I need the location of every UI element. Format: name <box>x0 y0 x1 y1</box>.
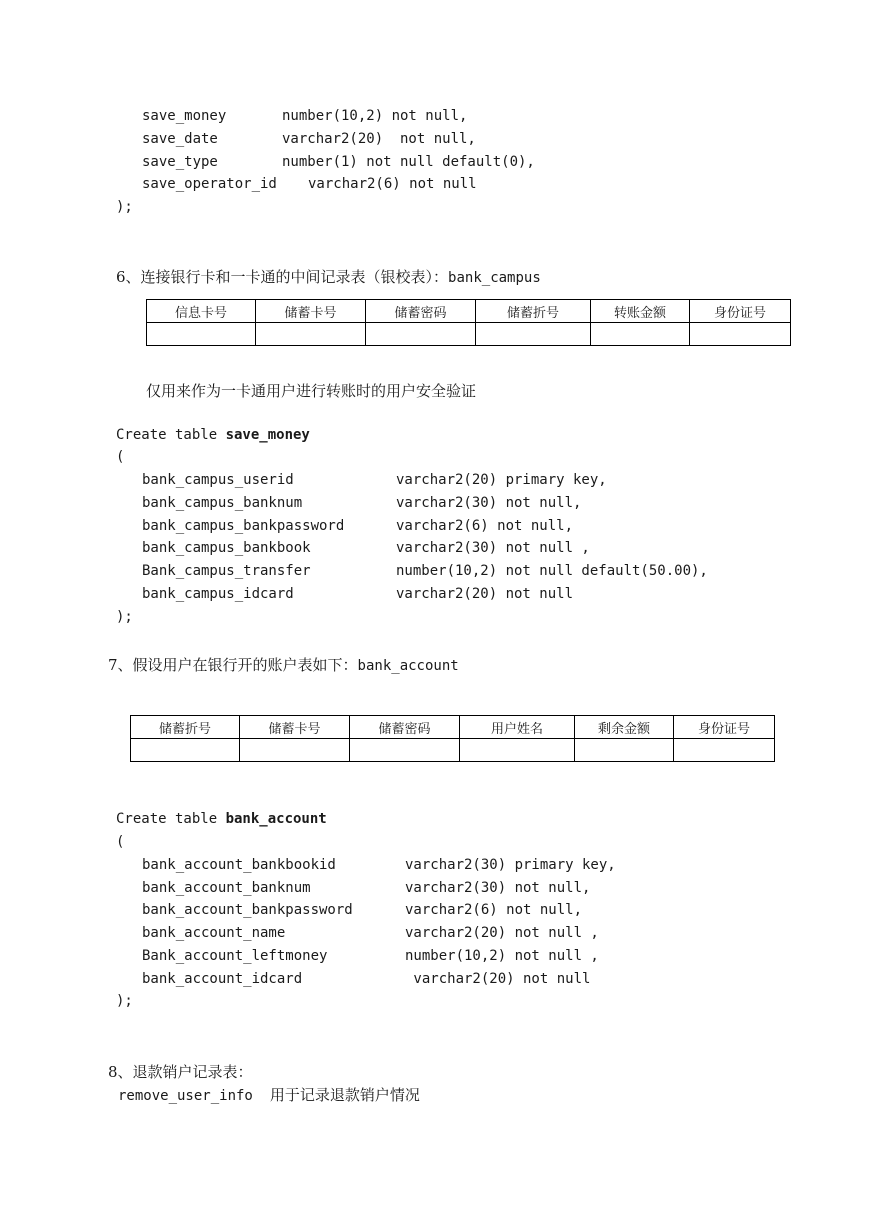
section8-description: 用于记录退款销户情况 <box>269 1086 420 1104</box>
section8-table-name: remove_user_info <box>118 1088 253 1104</box>
code-type: varchar2(20) not null , <box>405 925 599 941</box>
code-type: varchar2(30) primary key, <box>405 857 616 873</box>
code-column: Bank_campus_transfer <box>142 563 311 579</box>
table-header-cell: 储蓄密码 <box>366 300 476 323</box>
table-cell <box>690 323 791 346</box>
section6-heading <box>116 266 541 287</box>
code-column: save_date <box>142 131 218 147</box>
code-column: save_type <box>142 154 218 170</box>
table-header-cell: 剩余金额 <box>575 716 674 739</box>
code-type: varchar2(20) not null <box>405 971 591 987</box>
code-close: ); <box>116 609 133 625</box>
section6-note: 仅用来作为一卡通用户进行转账时的用户安全验证 <box>146 382 477 400</box>
table-header-cell: 信息卡号 <box>147 300 256 323</box>
section8-line <box>118 1084 420 1105</box>
table-header-cell: 用户姓名 <box>460 716 575 739</box>
table-header-cell: 身份证号 <box>674 716 775 739</box>
code-column: bank_campus_banknum <box>142 495 303 511</box>
section7-table <box>130 715 775 762</box>
code-column: Bank_account_leftmoney <box>142 948 328 964</box>
section6-table <box>146 299 791 346</box>
table-cell <box>350 739 460 762</box>
code-type: varchar2(6) not null, <box>396 518 574 534</box>
code-column: save_money <box>142 108 227 124</box>
table-header-cell: 储蓄卡号 <box>256 300 366 323</box>
code-type: varchar2(20) not null, <box>282 131 476 147</box>
code-type: number(10,2) not null default(50.00), <box>396 563 708 579</box>
create-table-name: bank_account <box>225 811 327 827</box>
code-type: number(1) not null default(0), <box>282 154 535 170</box>
code-column: bank_campus_userid <box>142 472 294 488</box>
table-cell <box>366 323 476 346</box>
table-cell <box>147 323 256 346</box>
table-cell <box>240 739 350 762</box>
code-column: bank_account_idcard <box>142 971 303 987</box>
create-table-name: save_money <box>225 427 310 443</box>
table-header-cell: 储蓄折号 <box>476 300 591 323</box>
code-type: varchar2(6) not null <box>308 176 477 192</box>
code-close: ); <box>116 993 133 1009</box>
table-cell <box>476 323 591 346</box>
table-cell <box>575 739 674 762</box>
code-type: varchar2(6) not null, <box>405 902 583 918</box>
create-statement <box>116 427 310 443</box>
code-column: bank_account_banknum <box>142 880 311 896</box>
code-type: varchar2(20) not null <box>396 586 574 602</box>
table-header-row <box>131 716 775 739</box>
section6-heading-table: bank_campus <box>448 270 541 286</box>
table-header-cell: 储蓄卡号 <box>240 716 350 739</box>
section6-heading-text: 6、连接银行卡和一卡通的中间记录表（银校表）： <box>116 268 449 286</box>
table-cell <box>460 739 575 762</box>
table-header-cell: 转账金额 <box>591 300 690 323</box>
table-header-cell: 身份证号 <box>690 300 791 323</box>
table-cell <box>256 323 366 346</box>
create-statement <box>116 811 327 827</box>
code-column: bank_account_bankpassword <box>142 902 353 918</box>
section7-heading-table: bank_account <box>357 658 459 674</box>
table-header-row <box>147 300 791 323</box>
code-column: bank_campus_bankpassword <box>142 518 345 534</box>
code-type: number(10,2) not null , <box>405 948 599 964</box>
code-column: bank_account_name <box>142 925 286 941</box>
table-header-cell: 储蓄密码 <box>350 716 460 739</box>
code-type: varchar2(30) not null , <box>396 540 590 556</box>
code-column: bank_campus_idcard <box>142 586 294 602</box>
code-close: ); <box>116 199 133 215</box>
table-cell <box>591 323 690 346</box>
code-type: varchar2(30) not null, <box>405 880 591 896</box>
code-open: ( <box>116 834 125 850</box>
code-type: varchar2(30) not null, <box>396 495 582 511</box>
create-keyword: Create table <box>116 427 226 443</box>
table-cell <box>674 739 775 762</box>
section7-heading <box>108 654 459 675</box>
code-column: bank_account_bankbookid <box>142 857 336 873</box>
code-column: save_operator_id <box>142 176 277 192</box>
code-type: varchar2(20) primary key, <box>396 472 607 488</box>
code-open: ( <box>116 449 125 465</box>
table-cell <box>131 739 240 762</box>
create-keyword: Create table <box>116 811 226 827</box>
table-empty-row <box>147 323 791 346</box>
table-header-cell: 储蓄折号 <box>131 716 240 739</box>
code-column: bank_campus_bankbook <box>142 540 311 556</box>
table-empty-row <box>131 739 775 762</box>
section7-heading-text: 7、假设用户在银行开的账户表如下： <box>108 656 358 674</box>
section8-heading: 8、退款销户记录表： <box>108 1063 253 1081</box>
code-type: number(10,2) not null, <box>282 108 468 124</box>
